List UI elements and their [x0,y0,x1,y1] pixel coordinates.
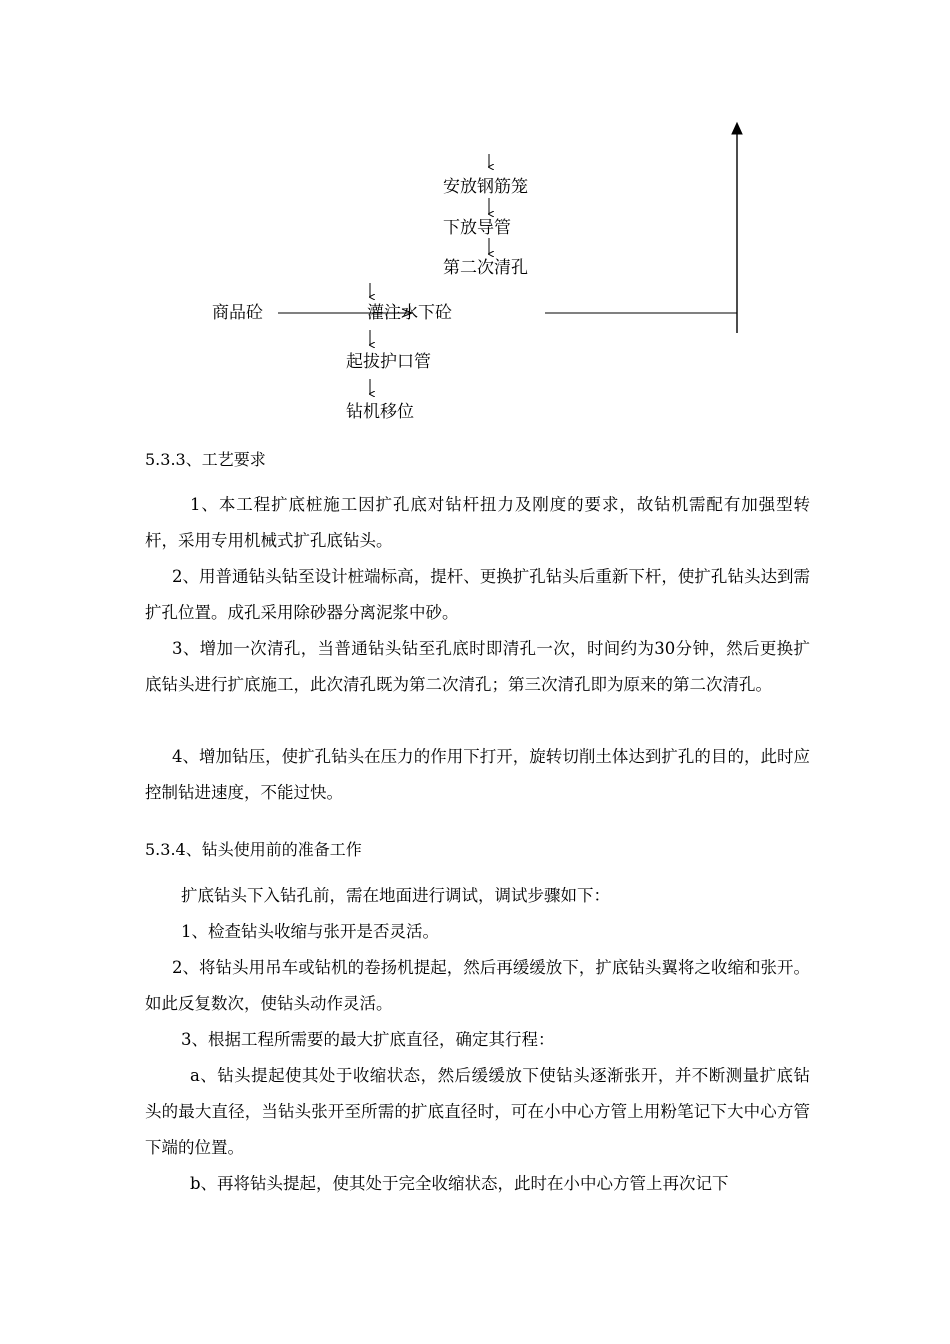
paragraph-534-intro: 扩底钻头下入钻孔前，需在地面进行调试，调试步骤如下： [181,886,610,905]
flow-step-rig-move: 钻机移位 [346,402,414,422]
flow-step-pour-underwater-concrete: 灌注水下砼 [367,303,452,323]
paragraph-533-3: 3、增加一次清孔，当普通钻头钻至孔底时即清孔一次，时间约为30分钟，然后更换扩底钻头进行扩底施工，此次清孔既为第二次清孔；第三次清孔即为原来的第二次清孔。 [145,639,810,694]
paragraph-534-b: b、再将钻头提起，使其处于完全收缩状态，此时在小中心方管上再次记下 [190,1174,729,1193]
flow-step-pull-casing: 起拔护口管 [346,352,431,372]
paragraph-534-3: 3、根据工程所需要的最大扩底直径，确定其行程： [181,1030,555,1049]
flow-step-commercial-concrete: 商品砼 [212,303,263,323]
flow-step-lower-conduit: 下放导管 [443,218,511,238]
flow-step-rebar-cage: 安放钢筋笼 [443,177,528,197]
paragraph-534-a: a、钻头提起使其处于收缩状态，然后缓缓放下使钻头逐渐张开，并不断测量扩底钻头的最大直径，当钻头张开至所需的扩底直径时，可在小中心方管上用粉笔记下大中心方管下端的位置。 [145,1066,810,1157]
paragraph-533-1: 1、本工程扩底桩施工因扩孔底对钻杆扭力及刚度的要求，故钻机需配有加强型转杆，采用专用机械式扩孔底钻头。 [145,495,810,550]
section-heading-534: 5.3.4、钻头使用前的准备工作 [145,840,362,859]
paragraph-533-4: 4、增加钻压，使扩孔钻头在压力的作用下打开，旋转切削土体达到扩孔的目的，此时应控制钻进速度，不能过快。 [145,747,810,802]
flow-step-second-cleaning: 第二次清孔 [443,258,528,278]
paragraph-534-2: 2、将钻头用吊车或钻机的卷扬机提起，然后再缓缓放下，扩底钻头翼将之收缩和张开。如此反复数次，使钻头动作灵活。 [145,958,810,1013]
paragraph-534-1: 1、检查钻头收缩与张开是否灵活。 [181,922,439,941]
section-heading-533: 5.3.3、工艺要求 [145,450,266,469]
paragraph-533-2: 2、用普通钻头钻至设计桩端标高，提杆、更换扩孔钻头后重新下杆，使扩孔钻头达到需扩孔位置。成孔采用除砂器分离泥浆中砂。 [145,567,810,622]
return-line-arrowhead [732,123,742,134]
